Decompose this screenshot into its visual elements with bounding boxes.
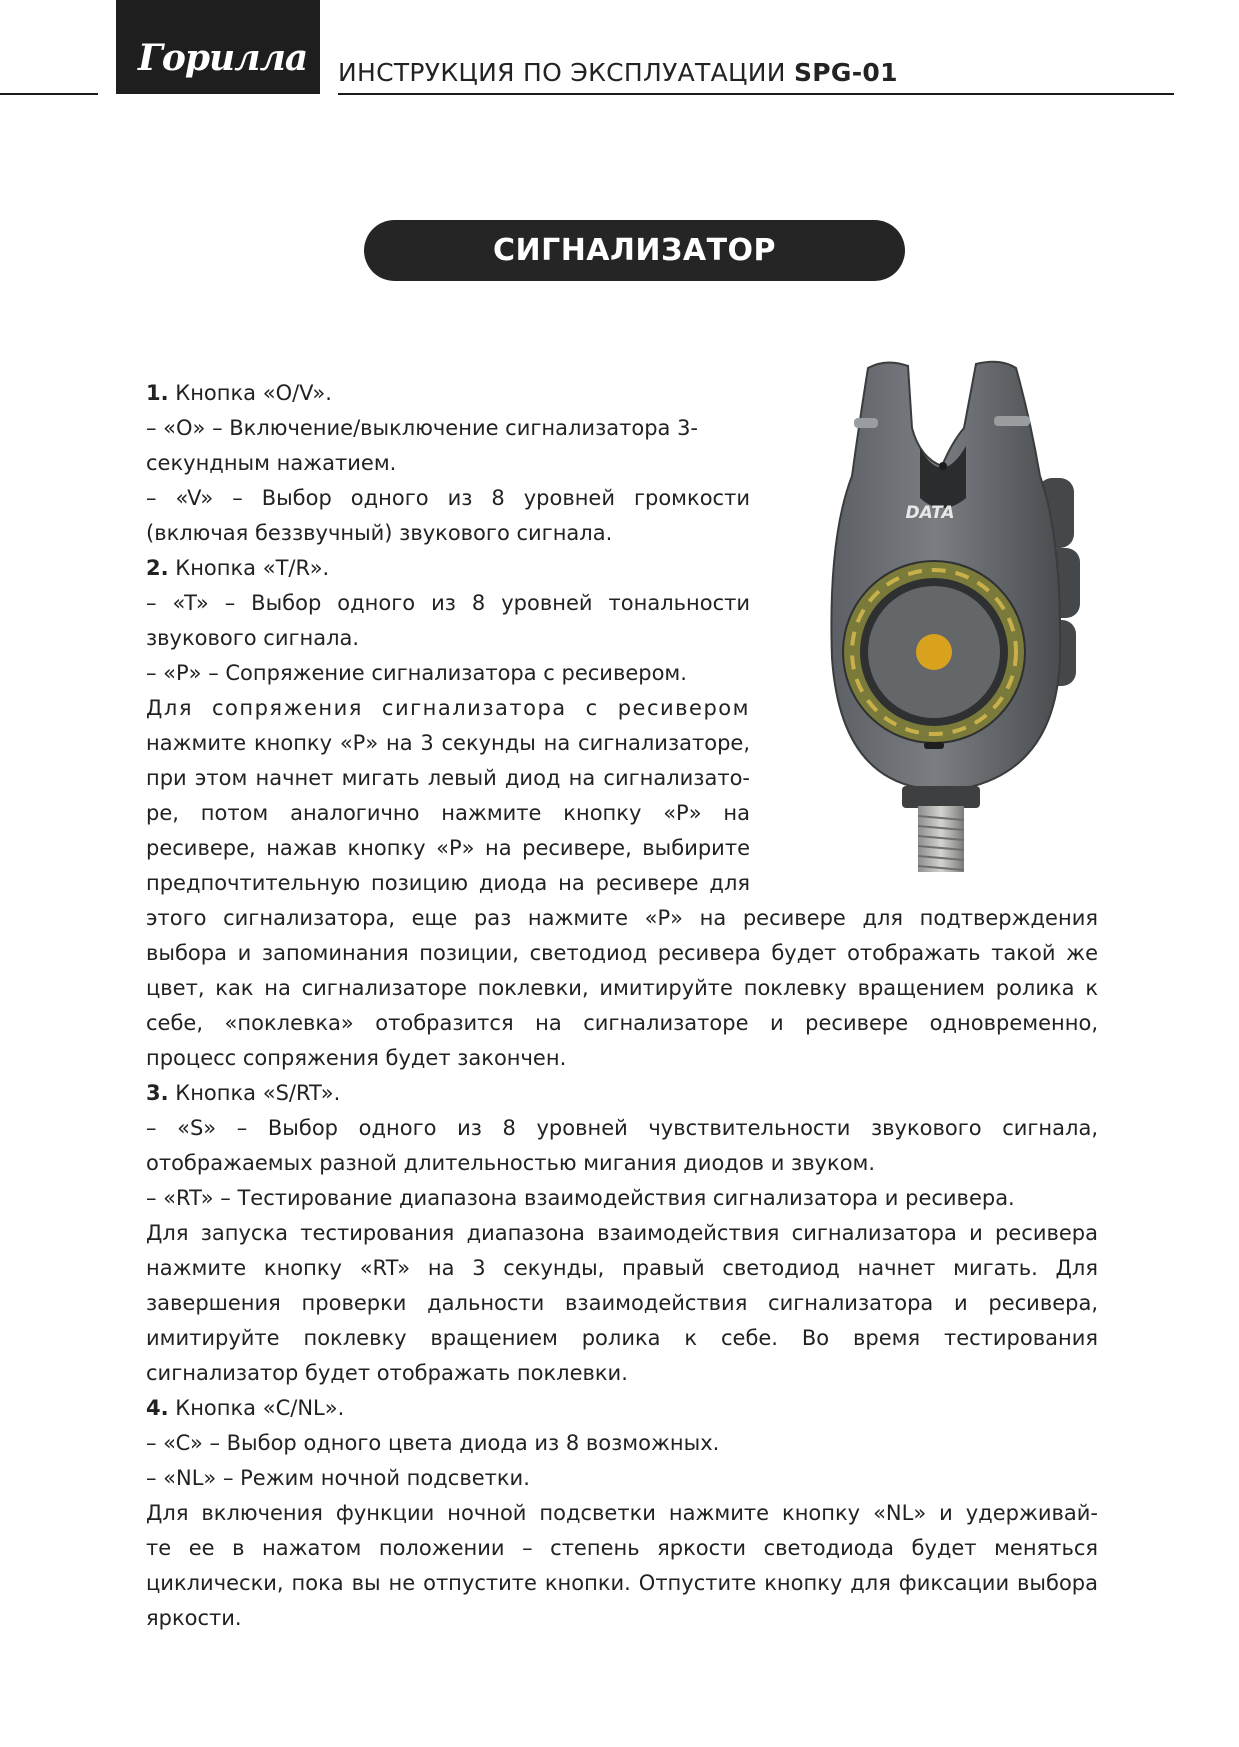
text-line: – «S» – Выбор одного из 8 уровней чувствительности звукового сигнала,	[146, 1116, 1098, 1140]
text-line: – «T» – Выбор одного из 8 уровней тональности	[146, 591, 750, 615]
instructions-body	[146, 376, 1098, 1636]
text-line: – «NL» – Режим ночной подсветки.	[146, 1466, 530, 1490]
header-model: SPG-01	[793, 58, 898, 87]
text-line: – «V» – Выбор одного из 8 уровней громкости	[146, 486, 750, 510]
text-line: – «O» – Включение/выключение сигнализатора 3-	[146, 416, 699, 440]
text-line: те ее в нажатом положении – степень яркости светодиода будет меняться	[146, 1536, 1098, 1560]
button-1-heading	[146, 376, 1098, 411]
text-line: цвет, как на сигнализаторе поклевки, имитируйте поклевку вращением ролика к	[146, 976, 1098, 1000]
button-3-title: Кнопка «S/RT».	[175, 1081, 341, 1105]
text-line: – «P» – Сопряжение сигнализатора с ресивером.	[146, 661, 687, 685]
text-line: имитируйте поклевку вращением ролика к себе. Во время тестирования	[146, 1326, 1098, 1350]
button-1-title: Кнопка «O/V».	[175, 381, 332, 405]
text-line: Для сопряжения сигнализатора с ресивером	[146, 696, 750, 720]
text-line: нажмите кнопку «P» на 3 секунды на сигнализаторе,	[146, 731, 750, 755]
device-brand-label: DATA	[905, 503, 955, 523]
text-line: – «RT» – Тестирование диапазона взаимодействия сигнализатора и ресивера.	[146, 1186, 1015, 1210]
button-2-number: 2.	[146, 556, 169, 580]
button-3-number: 3.	[146, 1081, 169, 1105]
text-line: ресивере, нажав кнопку «P» на ресивере, выбирите	[146, 836, 750, 860]
brand-logo-text: Горилла	[138, 37, 308, 79]
text-line: завершения проверки дальности взаимодействия сигнализатора и ресивера,	[146, 1291, 1098, 1315]
text-line: звукового сигнала.	[146, 626, 360, 650]
text-line: процесс сопряжения будет закончен.	[146, 1046, 567, 1070]
button-3-heading	[146, 1076, 1098, 1111]
section-title: СИГНАЛИЗАТОР	[364, 220, 905, 281]
button-1-number: 1.	[146, 381, 169, 405]
text-line: секундным нажатием.	[146, 451, 397, 475]
text-line: выбора и запоминания позиции, светодиод ресивера будет отображать такой же	[146, 941, 1098, 965]
button-2-heading	[146, 551, 1098, 586]
header-rule-right	[338, 93, 1174, 95]
text-line: Для включения функции ночной подсветки нажмите кнопку «NL» и удерживай-	[146, 1501, 1098, 1525]
header-title-text: ИНСТРУКЦИЯ ПО ЭКСПЛУАТАЦИИ	[338, 58, 786, 87]
header-title	[338, 58, 898, 87]
brand-logo	[116, 0, 320, 94]
text-line: (включая беззвучный) звукового сигнала.	[146, 521, 613, 545]
button-4-heading	[146, 1391, 1098, 1426]
text-line: себе, «поклевка» отобразится на сигнализаторе и ресивере одновременно,	[146, 1011, 1098, 1035]
text-line: яркости.	[146, 1606, 242, 1630]
header-rule-left	[0, 93, 98, 95]
button-4-number: 4.	[146, 1396, 169, 1420]
text-line: сигнализатор будет отображать поклевки.	[146, 1361, 628, 1385]
text-line: этого сигнализатора, еще раз нажмите «P» на ресивере для подтверждения	[146, 906, 1098, 930]
text-line: нажмите кнопку «RT» на 3 секунды, правый светодиод начнет мигать. Для	[146, 1256, 1098, 1280]
text-line: при этом начнет мигать левый диод на сигнализато-	[146, 766, 750, 790]
text-line: циклически, пока вы не отпустите кнопки. Отпустите кнопку для фиксации выбора	[146, 1571, 1098, 1595]
text-line: ре, потом аналогично нажмите кнопку «P» на	[146, 801, 750, 825]
text-line: – «C» – Выбор одного цвета диода из 8 возможных.	[146, 1431, 720, 1455]
text-line: предпочтительную позицию диода на ресивере для	[146, 871, 750, 895]
text-line: отображаемых разной длительностью мигания диодов и звуком.	[146, 1151, 876, 1175]
button-4-title: Кнопка «C/NL».	[175, 1396, 345, 1420]
text-line: Для запуска тестирования диапазона взаимодействия сигнализатора и ресивера	[146, 1221, 1098, 1245]
button-2-title: Кнопка «T/R».	[175, 556, 330, 580]
